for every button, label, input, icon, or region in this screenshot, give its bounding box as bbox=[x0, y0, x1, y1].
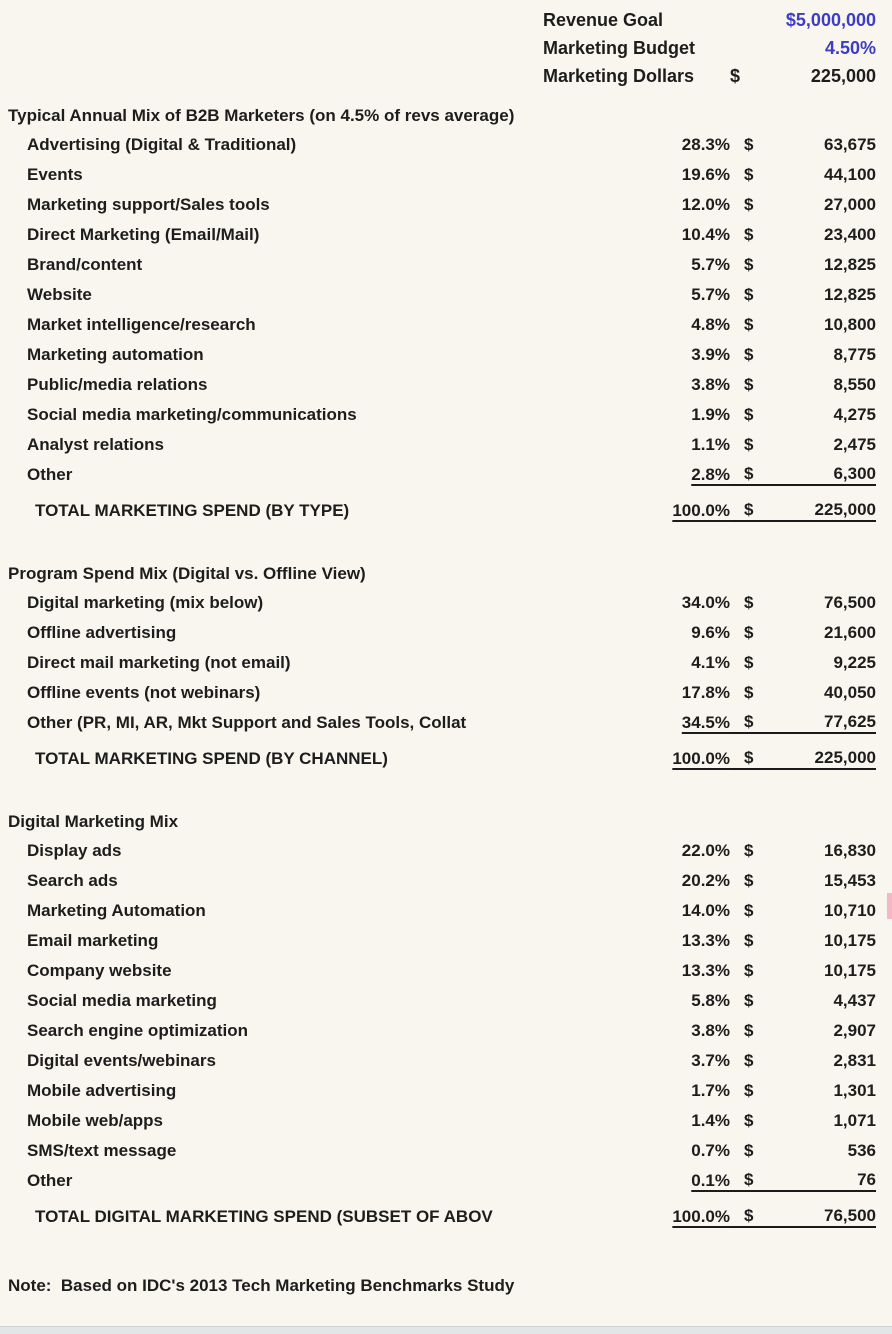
total-row-by-channel bbox=[0, 742, 876, 776]
table-row bbox=[0, 220, 876, 250]
row-money bbox=[730, 255, 876, 275]
table-row bbox=[0, 160, 876, 190]
row-money bbox=[730, 285, 876, 305]
dollar-sign: $ bbox=[744, 375, 754, 394]
table-row bbox=[0, 866, 876, 896]
row-percent: 19.6% bbox=[681, 165, 730, 184]
table-row bbox=[0, 370, 876, 400]
row-money bbox=[730, 464, 876, 486]
row-label: Marketing support/Sales tools bbox=[27, 195, 270, 214]
row-label: Display ads bbox=[27, 841, 122, 860]
row-percent: 3.7% bbox=[691, 1051, 730, 1070]
row-label: Public/media relations bbox=[27, 375, 208, 394]
dollar-sign: $ bbox=[744, 1206, 754, 1225]
revenue-goal-cell[interactable] bbox=[730, 10, 876, 31]
total-amount: 225,000 bbox=[814, 748, 876, 767]
table-row bbox=[0, 956, 876, 986]
row-money bbox=[730, 683, 876, 703]
table-row bbox=[0, 1016, 876, 1046]
row-money bbox=[730, 135, 876, 155]
table-row bbox=[0, 588, 876, 618]
row-money bbox=[730, 1021, 876, 1041]
row-label: Marketing automation bbox=[27, 345, 204, 364]
dollar-sign: $ bbox=[744, 165, 754, 184]
marketing-dollars-label: Marketing Dollars bbox=[543, 65, 695, 86]
dollar-sign: $ bbox=[744, 748, 754, 767]
marketing-budget-row bbox=[0, 34, 876, 62]
row-percent: 5.8% bbox=[691, 991, 730, 1010]
row-money bbox=[730, 841, 876, 861]
section-spend-by-type bbox=[0, 102, 876, 528]
row-label: Social media marketing/communications bbox=[27, 405, 357, 424]
row-label: Search engine optimization bbox=[27, 1021, 249, 1040]
row-amount: 10,800 bbox=[824, 315, 876, 334]
row-amount: 8,775 bbox=[833, 345, 876, 364]
dollar-sign: $ bbox=[744, 1141, 754, 1160]
row-label: Advertising (Digital & Traditional) bbox=[27, 135, 297, 154]
row-money bbox=[730, 1081, 876, 1101]
table-row bbox=[0, 250, 876, 280]
dollar-sign: $ bbox=[744, 712, 754, 731]
row-label: Market intelligence/research bbox=[27, 315, 256, 334]
dollar-sign: $ bbox=[744, 285, 754, 304]
row-percent: 2.8% bbox=[691, 465, 730, 484]
row-amount: 1,301 bbox=[833, 1081, 876, 1100]
row-money bbox=[730, 405, 876, 425]
table-row bbox=[0, 400, 876, 430]
total-money bbox=[730, 748, 876, 770]
row-label: SMS/text message bbox=[27, 1141, 177, 1160]
row-money bbox=[730, 623, 876, 643]
dollar-sign: $ bbox=[744, 405, 754, 424]
table-row bbox=[0, 130, 876, 160]
row-amount: 10,175 bbox=[824, 961, 876, 980]
row-amount: 77,625 bbox=[824, 712, 876, 731]
section-rows bbox=[0, 836, 876, 1196]
row-label: Events bbox=[27, 165, 83, 184]
assumptions-block bbox=[0, 6, 876, 90]
dollar-sign: $ bbox=[744, 871, 754, 890]
dollar-sign: $ bbox=[744, 841, 754, 860]
row-money bbox=[730, 991, 876, 1011]
row-percent: 4.1% bbox=[691, 653, 730, 672]
dollar-sign: $ bbox=[744, 225, 754, 244]
table-row bbox=[0, 618, 876, 648]
total-percent: 100.0% bbox=[672, 749, 730, 768]
row-label: Email marketing bbox=[27, 931, 159, 950]
row-percent: 4.8% bbox=[691, 315, 730, 334]
row-money bbox=[730, 195, 876, 215]
section-title: Typical Annual Mix of B2B Marketers (on 4.5% of revs average) bbox=[8, 106, 515, 125]
row-percent: 17.8% bbox=[681, 683, 730, 702]
total-label: TOTAL MARKETING SPEND (BY TYPE) bbox=[35, 501, 350, 520]
revenue-goal-label: Revenue Goal bbox=[543, 9, 664, 30]
dollar-sign: $ bbox=[744, 1170, 754, 1189]
dollar-sign: $ bbox=[730, 65, 741, 86]
dollar-sign: $ bbox=[744, 653, 754, 672]
dollar-sign: $ bbox=[744, 961, 754, 980]
dollar-sign: $ bbox=[744, 683, 754, 702]
dollar-sign: $ bbox=[744, 500, 754, 519]
dollar-sign: $ bbox=[744, 345, 754, 364]
dollar-sign: $ bbox=[744, 901, 754, 920]
total-percent: 100.0% bbox=[672, 1207, 730, 1226]
revenue-goal-value[interactable]: $5,000,000 bbox=[785, 9, 876, 30]
window-edge bbox=[0, 1326, 892, 1334]
row-money bbox=[730, 345, 876, 365]
table-row bbox=[0, 986, 876, 1016]
table-row bbox=[0, 896, 876, 926]
row-money bbox=[730, 225, 876, 245]
row-amount: 27,000 bbox=[824, 195, 876, 214]
row-amount: 10,710 bbox=[824, 901, 876, 920]
row-amount: 8,550 bbox=[833, 375, 876, 394]
row-percent: 13.3% bbox=[681, 931, 730, 950]
row-amount: 536 bbox=[847, 1141, 876, 1160]
row-amount: 12,825 bbox=[824, 285, 876, 304]
row-percent: 34.5% bbox=[681, 713, 730, 732]
footnote: Note: Based on IDC's 2013 Tech Marketing Benchmarks Study bbox=[8, 1276, 515, 1295]
dollar-sign: $ bbox=[744, 255, 754, 274]
row-amount: 40,050 bbox=[824, 683, 876, 702]
dollar-sign: $ bbox=[744, 195, 754, 214]
row-label: Marketing Automation bbox=[27, 901, 206, 920]
row-money bbox=[730, 871, 876, 891]
row-label: Website bbox=[27, 285, 92, 304]
row-amount: 2,475 bbox=[833, 435, 876, 454]
row-percent: 0.1% bbox=[691, 1171, 730, 1190]
row-amount: 44,100 bbox=[824, 165, 876, 184]
row-amount: 9,225 bbox=[833, 653, 876, 672]
row-label: Offline events (not webinars) bbox=[27, 683, 261, 702]
row-percent: 1.4% bbox=[691, 1111, 730, 1130]
total-label: TOTAL MARKETING SPEND (BY CHANNEL) bbox=[35, 749, 388, 768]
marketing-budget-value[interactable]: 4.50% bbox=[824, 37, 876, 58]
row-amount: 12,825 bbox=[824, 255, 876, 274]
row-percent: 28.3% bbox=[681, 135, 730, 154]
row-percent: 0.7% bbox=[691, 1141, 730, 1160]
section-rows bbox=[0, 588, 876, 738]
table-row bbox=[0, 1046, 876, 1076]
row-label: Other (PR, MI, AR, Mkt Support and Sales Tools, Collat bbox=[27, 713, 467, 732]
row-amount: 63,675 bbox=[824, 135, 876, 154]
total-money bbox=[730, 500, 876, 522]
row-percent: 10.4% bbox=[681, 225, 730, 244]
section-title: Program Spend Mix (Digital vs. Offline View) bbox=[8, 564, 366, 583]
row-money bbox=[730, 1111, 876, 1131]
row-percent: 9.6% bbox=[691, 623, 730, 642]
row-money bbox=[730, 375, 876, 395]
total-percent: 100.0% bbox=[672, 501, 730, 520]
row-label: Direct Marketing (Email/Mail) bbox=[27, 225, 260, 244]
scan-artifact bbox=[887, 893, 892, 919]
row-label: Company website bbox=[27, 961, 172, 980]
dollar-sign: $ bbox=[744, 1021, 754, 1040]
row-money bbox=[730, 593, 876, 613]
row-money bbox=[730, 901, 876, 921]
section-spend-by-channel bbox=[0, 560, 876, 776]
total-money bbox=[730, 1206, 876, 1228]
table-row bbox=[0, 836, 876, 866]
table-row bbox=[0, 460, 876, 490]
row-amount: 16,830 bbox=[824, 841, 876, 860]
row-label: Other bbox=[27, 1171, 73, 1190]
dollar-sign: $ bbox=[744, 135, 754, 154]
dollar-sign: $ bbox=[744, 991, 754, 1010]
row-amount: 2,831 bbox=[833, 1051, 876, 1070]
row-label: Social media marketing bbox=[27, 991, 217, 1010]
row-amount: 15,453 bbox=[824, 871, 876, 890]
row-amount: 1,071 bbox=[833, 1111, 876, 1130]
table-row bbox=[0, 280, 876, 310]
row-label: Digital events/webinars bbox=[27, 1051, 216, 1070]
row-label: Digital marketing (mix below) bbox=[27, 593, 264, 612]
row-percent: 5.7% bbox=[691, 285, 730, 304]
total-label: TOTAL DIGITAL MARKETING SPEND (SUBSET OF ABOV bbox=[35, 1207, 493, 1226]
row-label: Mobile advertising bbox=[27, 1081, 177, 1100]
dollar-sign: $ bbox=[744, 593, 754, 612]
row-amount: 21,600 bbox=[824, 623, 876, 642]
row-money bbox=[730, 712, 876, 734]
dollar-sign: $ bbox=[744, 1051, 754, 1070]
row-amount: 6,300 bbox=[833, 464, 876, 483]
dollar-sign: $ bbox=[744, 464, 754, 483]
row-money bbox=[730, 165, 876, 185]
section-digital-mix bbox=[0, 808, 876, 1234]
row-label: Brand/content bbox=[27, 255, 143, 274]
table-row bbox=[0, 926, 876, 956]
dollar-sign: $ bbox=[744, 1111, 754, 1130]
row-money bbox=[730, 1141, 876, 1161]
marketing-dollars-value: 225,000 bbox=[810, 65, 876, 86]
dollar-sign: $ bbox=[744, 1081, 754, 1100]
marketing-dollars-row bbox=[0, 62, 876, 90]
total-amount: 225,000 bbox=[814, 500, 876, 519]
table-row bbox=[0, 678, 876, 708]
row-percent: 5.7% bbox=[691, 255, 730, 274]
table-row bbox=[0, 1166, 876, 1196]
section-rows bbox=[0, 130, 876, 490]
row-percent: 20.2% bbox=[681, 871, 730, 890]
row-label: Offline advertising bbox=[27, 623, 177, 642]
row-amount: 4,275 bbox=[833, 405, 876, 424]
marketing-budget-label: Marketing Budget bbox=[543, 37, 696, 58]
row-money bbox=[730, 1170, 876, 1192]
row-percent: 14.0% bbox=[681, 901, 730, 920]
table-row bbox=[0, 340, 876, 370]
row-amount: 76,500 bbox=[824, 593, 876, 612]
row-percent: 1.9% bbox=[691, 405, 730, 424]
table-row bbox=[0, 190, 876, 220]
row-money bbox=[730, 931, 876, 951]
marketing-dollars-cell bbox=[730, 66, 876, 87]
dollar-sign: $ bbox=[744, 931, 754, 950]
row-label: Other bbox=[27, 465, 73, 484]
table-row bbox=[0, 1106, 876, 1136]
row-money bbox=[730, 1051, 876, 1071]
row-money bbox=[730, 961, 876, 981]
table-row bbox=[0, 1076, 876, 1106]
table-row bbox=[0, 708, 876, 738]
row-percent: 3.8% bbox=[691, 1021, 730, 1040]
row-label: Direct mail marketing (not email) bbox=[27, 653, 291, 672]
row-percent: 34.0% bbox=[681, 593, 730, 612]
row-percent: 3.8% bbox=[691, 375, 730, 394]
table-row bbox=[0, 310, 876, 340]
row-percent: 3.9% bbox=[691, 345, 730, 364]
dollar-sign: $ bbox=[744, 623, 754, 642]
row-label: Analyst relations bbox=[27, 435, 164, 454]
row-amount: 2,907 bbox=[833, 1021, 876, 1040]
row-label: Mobile web/apps bbox=[27, 1111, 164, 1130]
row-money bbox=[730, 435, 876, 455]
table-row bbox=[0, 430, 876, 460]
row-amount: 4,437 bbox=[833, 991, 876, 1010]
dollar-sign: $ bbox=[744, 315, 754, 334]
row-percent: 22.0% bbox=[681, 841, 730, 860]
row-amount: 76 bbox=[857, 1170, 876, 1189]
total-row-digital bbox=[0, 1200, 876, 1234]
row-money bbox=[730, 315, 876, 335]
row-percent: 1.1% bbox=[691, 435, 730, 454]
total-row-by-type bbox=[0, 494, 876, 528]
row-percent: 12.0% bbox=[681, 195, 730, 214]
table-row bbox=[0, 648, 876, 678]
table-row bbox=[0, 1136, 876, 1166]
section-title: Digital Marketing Mix bbox=[8, 812, 179, 831]
row-amount: 10,175 bbox=[824, 931, 876, 950]
total-amount: 76,500 bbox=[824, 1206, 876, 1225]
row-amount: 23,400 bbox=[824, 225, 876, 244]
dollar-sign: $ bbox=[744, 435, 754, 454]
row-money bbox=[730, 653, 876, 673]
revenue-goal-row bbox=[0, 6, 876, 34]
row-percent: 13.3% bbox=[681, 961, 730, 980]
row-percent: 1.7% bbox=[691, 1081, 730, 1100]
row-label: Search ads bbox=[27, 871, 118, 890]
marketing-budget-cell[interactable] bbox=[730, 38, 876, 59]
